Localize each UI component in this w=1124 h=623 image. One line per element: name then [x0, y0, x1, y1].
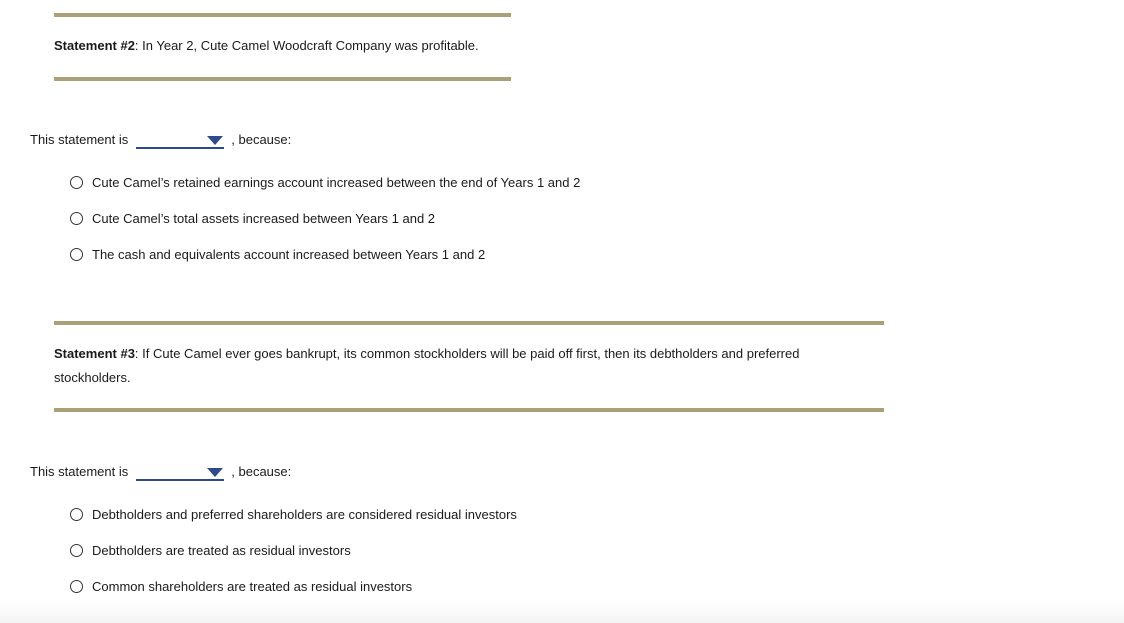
top-divider-statement-2 — [54, 13, 511, 17]
question-2-option-1[interactable] — [70, 172, 580, 192]
radio-button[interactable] — [70, 544, 83, 557]
top-divider-statement-3 — [54, 321, 884, 325]
option-label: Cute Camel’s total assets increased between Years 1 and 2 — [92, 210, 436, 226]
question-2-suffix: , because: — [231, 132, 292, 147]
statement-3-label: Statement #3 — [54, 346, 135, 361]
chevron-down-icon — [207, 468, 223, 477]
question-3-option-1[interactable] — [70, 504, 517, 524]
radio-button[interactable] — [70, 248, 83, 261]
statement-2-body: : In Year 2, Cute Camel Woodcraft Company was profitable. — [134, 38, 479, 53]
question-3-option-2[interactable] — [70, 540, 351, 560]
statement-3-line-2: stockholders. — [54, 370, 131, 385]
option-label: Debtholders and preferred shareholders are considered residual investors — [92, 506, 517, 522]
question-3-prefix: This statement is — [30, 464, 129, 479]
statement-3-text — [54, 342, 799, 390]
bottom-divider-statement-3 — [54, 408, 884, 412]
question-3-option-3[interactable] — [70, 576, 412, 596]
statement-2-text — [54, 34, 479, 58]
radio-button[interactable] — [70, 176, 83, 189]
statement-3-line-1 — [54, 342, 799, 366]
bottom-divider-statement-2 — [54, 77, 511, 81]
question-2-option-2[interactable] — [70, 208, 435, 228]
option-label: Common shareholders are treated as residual investors — [92, 578, 413, 594]
question-3-suffix: , because: — [231, 464, 292, 479]
question-3-dropdown[interactable] — [136, 463, 224, 481]
radio-button[interactable] — [70, 508, 83, 521]
question-3-prompt — [30, 462, 291, 482]
statement-3-body: : If Cute Camel ever goes bankrupt, its common stockholders will be paid off first, then its debtholders and preferred — [134, 346, 800, 361]
radio-button[interactable] — [70, 580, 83, 593]
statement-2-label: Statement #2 — [54, 38, 135, 53]
option-label: Debtholders are treated as residual investors — [92, 542, 351, 558]
option-label: The cash and equivalents account increased between Years 1 and 2 — [92, 246, 486, 262]
option-label: Cute Camel’s retained earnings account increased between the end of Years 1 and 2 — [92, 174, 581, 190]
question-2-prefix: This statement is — [30, 132, 129, 147]
question-2-dropdown[interactable] — [136, 131, 224, 149]
radio-button[interactable] — [70, 212, 83, 225]
question-2-prompt — [30, 130, 291, 150]
question-2-option-3[interactable] — [70, 244, 485, 264]
chevron-down-icon — [207, 136, 223, 145]
